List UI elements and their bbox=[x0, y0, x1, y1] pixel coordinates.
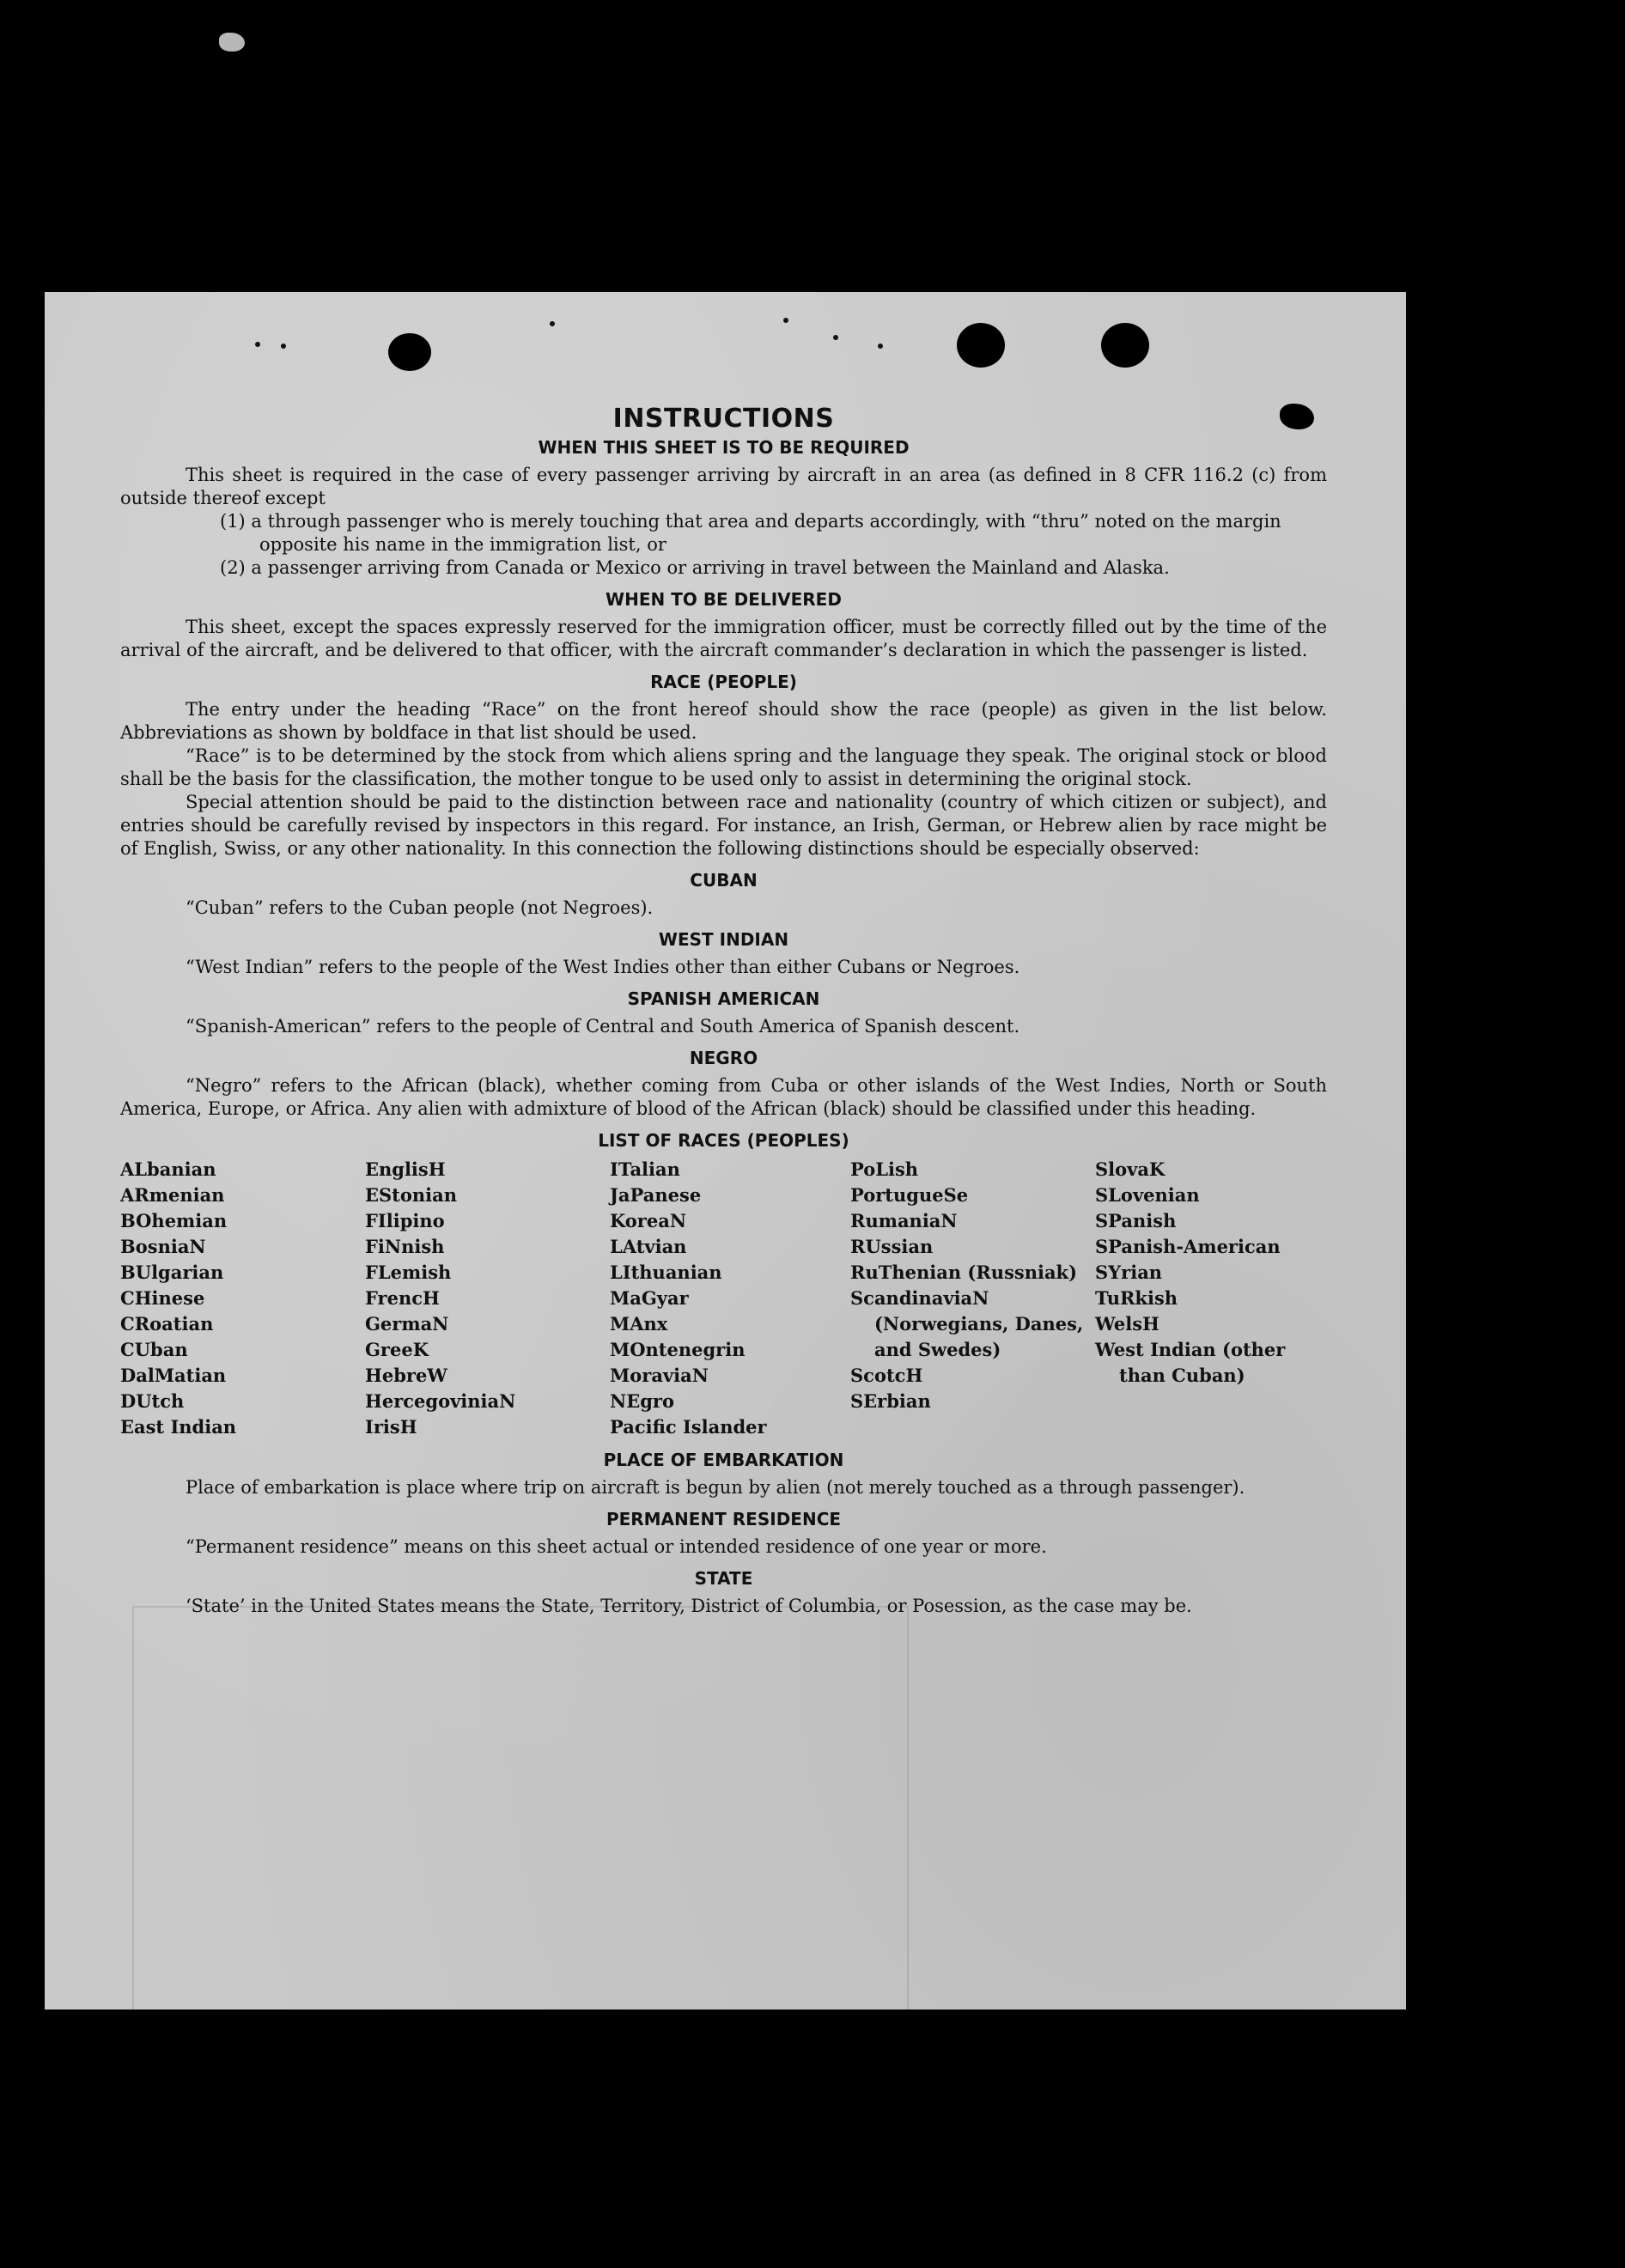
race-item: EnglisH bbox=[365, 1158, 446, 1180]
race-item: ALbanian bbox=[120, 1158, 216, 1180]
race-item: FIlipino bbox=[365, 1210, 445, 1231]
race-item: CUban bbox=[120, 1339, 188, 1360]
race-item: Pacific Islander bbox=[610, 1416, 767, 1438]
race-item: CHinese bbox=[120, 1287, 205, 1309]
race-item: HercegoviniaN bbox=[365, 1390, 516, 1412]
race-item: East Indian bbox=[120, 1416, 237, 1438]
race-item: MaGyar bbox=[610, 1287, 689, 1309]
section-heading: SPANISH AMERICAN bbox=[627, 988, 820, 1009]
section-heading: WHEN TO BE DELIVERED bbox=[606, 589, 842, 610]
speck bbox=[783, 318, 788, 323]
list-item: (1) a through passenger who is merely touching that area and departs accordingly, with “thru” noted on the margin opposite his name in the immigration list, or bbox=[220, 511, 1281, 555]
section-paragraph: Place of embarkation is place where trip on aircraft is begun by alien (not merely touched as a through passenger). bbox=[186, 1477, 1245, 1498]
speck bbox=[255, 342, 260, 347]
race-item: DalMatian bbox=[120, 1365, 227, 1386]
race-item: GreeK bbox=[365, 1339, 429, 1360]
race-item: FrencH bbox=[365, 1287, 440, 1309]
race-item: CRoatian bbox=[120, 1313, 214, 1335]
section-heading: STATE bbox=[694, 1568, 753, 1589]
race-item: ScandinaviaN (Norwegians, Danes, and Swedes) bbox=[850, 1287, 1084, 1360]
race-item: LIthuanian bbox=[610, 1262, 722, 1283]
section-heading: CUBAN bbox=[690, 870, 758, 891]
race-item: SlovaK bbox=[1095, 1158, 1165, 1180]
races-column bbox=[1095, 1157, 1327, 1440]
race-item: DUtch bbox=[120, 1390, 185, 1412]
race-item: TuRkish bbox=[1095, 1287, 1178, 1309]
document-sheet bbox=[45, 292, 1406, 2010]
race-item: PoLish bbox=[850, 1158, 919, 1180]
section-paragraph: This sheet, except the spaces expressly reserved for the immigration officer, must be correctly filled out by the time of the arrival of the aircraft, and be delivered to that officer, with the aircraft commander’s declaration in which the passenger is listed. bbox=[120, 617, 1327, 660]
race-item: MOntenegrin bbox=[610, 1339, 746, 1360]
section-paragraph: “Negro” refers to the African (black), whether coming from Cuba or other islands of the West Indies, North or South America, Europe, or Africa. Any alien with admixture of blood of the African (black) should be classified under this heading. bbox=[120, 1075, 1327, 1119]
race-item: JaPanese bbox=[610, 1184, 702, 1206]
race-item: West Indian (other than Cuban) bbox=[1095, 1339, 1286, 1386]
section-paragraph: “Race” is to be determined by the stock from which aliens spring and the language they speak. The original stock or blood shall be the basis for the classification, the mother tongue to be used only to assist in determining the original stock. bbox=[120, 745, 1327, 789]
section-heading: PLACE OF EMBARKATION bbox=[603, 1450, 844, 1470]
race-item: NEgro bbox=[610, 1390, 674, 1412]
race-item: SLovenian bbox=[1095, 1184, 1200, 1206]
race-item: WelsH bbox=[1095, 1313, 1159, 1335]
speck bbox=[878, 344, 883, 349]
section-paragraph: The entry under the heading “Race” on the front hereof should show the race (people) as given in the list below. Abbreviations as shown by boldface in that list should be used. bbox=[120, 699, 1327, 743]
punch-hole bbox=[388, 333, 431, 371]
race-item: RUssian bbox=[850, 1236, 934, 1257]
punch-hole bbox=[957, 323, 1005, 368]
reverse-side-bleed-box bbox=[132, 1606, 909, 2010]
section-paragraph: ‘State’ in the United States means the State, Territory, District of Columbia, or Posession, as the case may be. bbox=[186, 1596, 1192, 1616]
race-item: RuThenian (Russniak) bbox=[850, 1262, 1078, 1283]
speck bbox=[281, 344, 286, 349]
section-paragraph: “Spanish-American” refers to the people of Central and South America of Spanish descent. bbox=[186, 1016, 1020, 1037]
race-item: SYrian bbox=[1095, 1262, 1163, 1283]
section-heading: PERMANENT RESIDENCE bbox=[606, 1509, 842, 1529]
races-column bbox=[120, 1157, 365, 1440]
races-column bbox=[610, 1157, 850, 1440]
exceptions-list bbox=[120, 510, 1327, 580]
list-item: (2) a passenger arriving from Canada or Mexico or arriving in travel between the Mainland and Alaska. bbox=[220, 557, 1170, 578]
race-item: SErbian bbox=[850, 1390, 931, 1412]
section-heading: RACE (PEOPLE) bbox=[650, 672, 797, 692]
race-item: PortugueSe bbox=[850, 1184, 969, 1206]
race-item: ARmenian bbox=[120, 1184, 225, 1206]
race-item: BosniaN bbox=[120, 1236, 206, 1257]
races-heading: LIST OF RACES (PEOPLES) bbox=[598, 1130, 849, 1151]
section-paragraph: This sheet is required in the case of every passenger arriving by aircraft in an area (as defined in 8 CFR 116.2 (c) from outside thereof except bbox=[120, 465, 1327, 508]
section-heading: NEGRO bbox=[689, 1048, 758, 1068]
section-paragraph: “Permanent residence” means on this sheet actual or intended residence of one year or more. bbox=[186, 1536, 1047, 1557]
race-item: SPanish-American bbox=[1095, 1236, 1281, 1257]
races-column bbox=[850, 1157, 1095, 1440]
punch-hole bbox=[1101, 323, 1149, 368]
page-title: INSTRUCTIONS bbox=[612, 404, 835, 434]
section-heading: WEST INDIAN bbox=[658, 929, 789, 950]
section-heading: WHEN THIS SHEET IS TO BE REQUIRED bbox=[538, 437, 910, 458]
races-list bbox=[120, 1157, 1327, 1440]
speck bbox=[550, 321, 555, 326]
race-item: ITalian bbox=[610, 1158, 680, 1180]
speck bbox=[833, 335, 838, 340]
races-column bbox=[365, 1157, 610, 1440]
race-item: SPanish bbox=[1095, 1210, 1177, 1231]
section-paragraph: “West Indian” refers to the people of the West Indies other than either Cubans or Negroes. bbox=[186, 957, 1020, 977]
section-paragraph: Special attention should be paid to the distinction between race and nationality (country of which citizen or subject), and entries should be carefully revised by inspectors in this regard. For instance, an Irish, German, or Hebrew alien by race might be of English, Swiss, or any other nationality. In this connection the following distinctions should be especially observed: bbox=[120, 792, 1327, 859]
race-item: HebreW bbox=[365, 1365, 447, 1386]
race-item: ScotcH bbox=[850, 1365, 923, 1386]
race-item: GermaN bbox=[365, 1313, 449, 1335]
race-item: LAtvian bbox=[610, 1236, 687, 1257]
instructions-content bbox=[120, 404, 1327, 1618]
race-item: FLemish bbox=[365, 1262, 452, 1283]
race-item: KoreaN bbox=[610, 1210, 687, 1231]
race-item: RumaniaN bbox=[850, 1210, 958, 1231]
section-paragraph: “Cuban” refers to the Cuban people (not Negroes). bbox=[186, 897, 654, 918]
race-item: MoraviaN bbox=[610, 1365, 709, 1386]
race-item: FiNnish bbox=[365, 1236, 445, 1257]
scan-speck bbox=[219, 33, 245, 52]
race-item: BOhemian bbox=[120, 1210, 228, 1231]
race-item: IrisH bbox=[365, 1416, 417, 1438]
race-item: MAnx bbox=[610, 1313, 668, 1335]
race-item: EStonian bbox=[365, 1184, 457, 1206]
race-item: BUlgarian bbox=[120, 1262, 224, 1283]
